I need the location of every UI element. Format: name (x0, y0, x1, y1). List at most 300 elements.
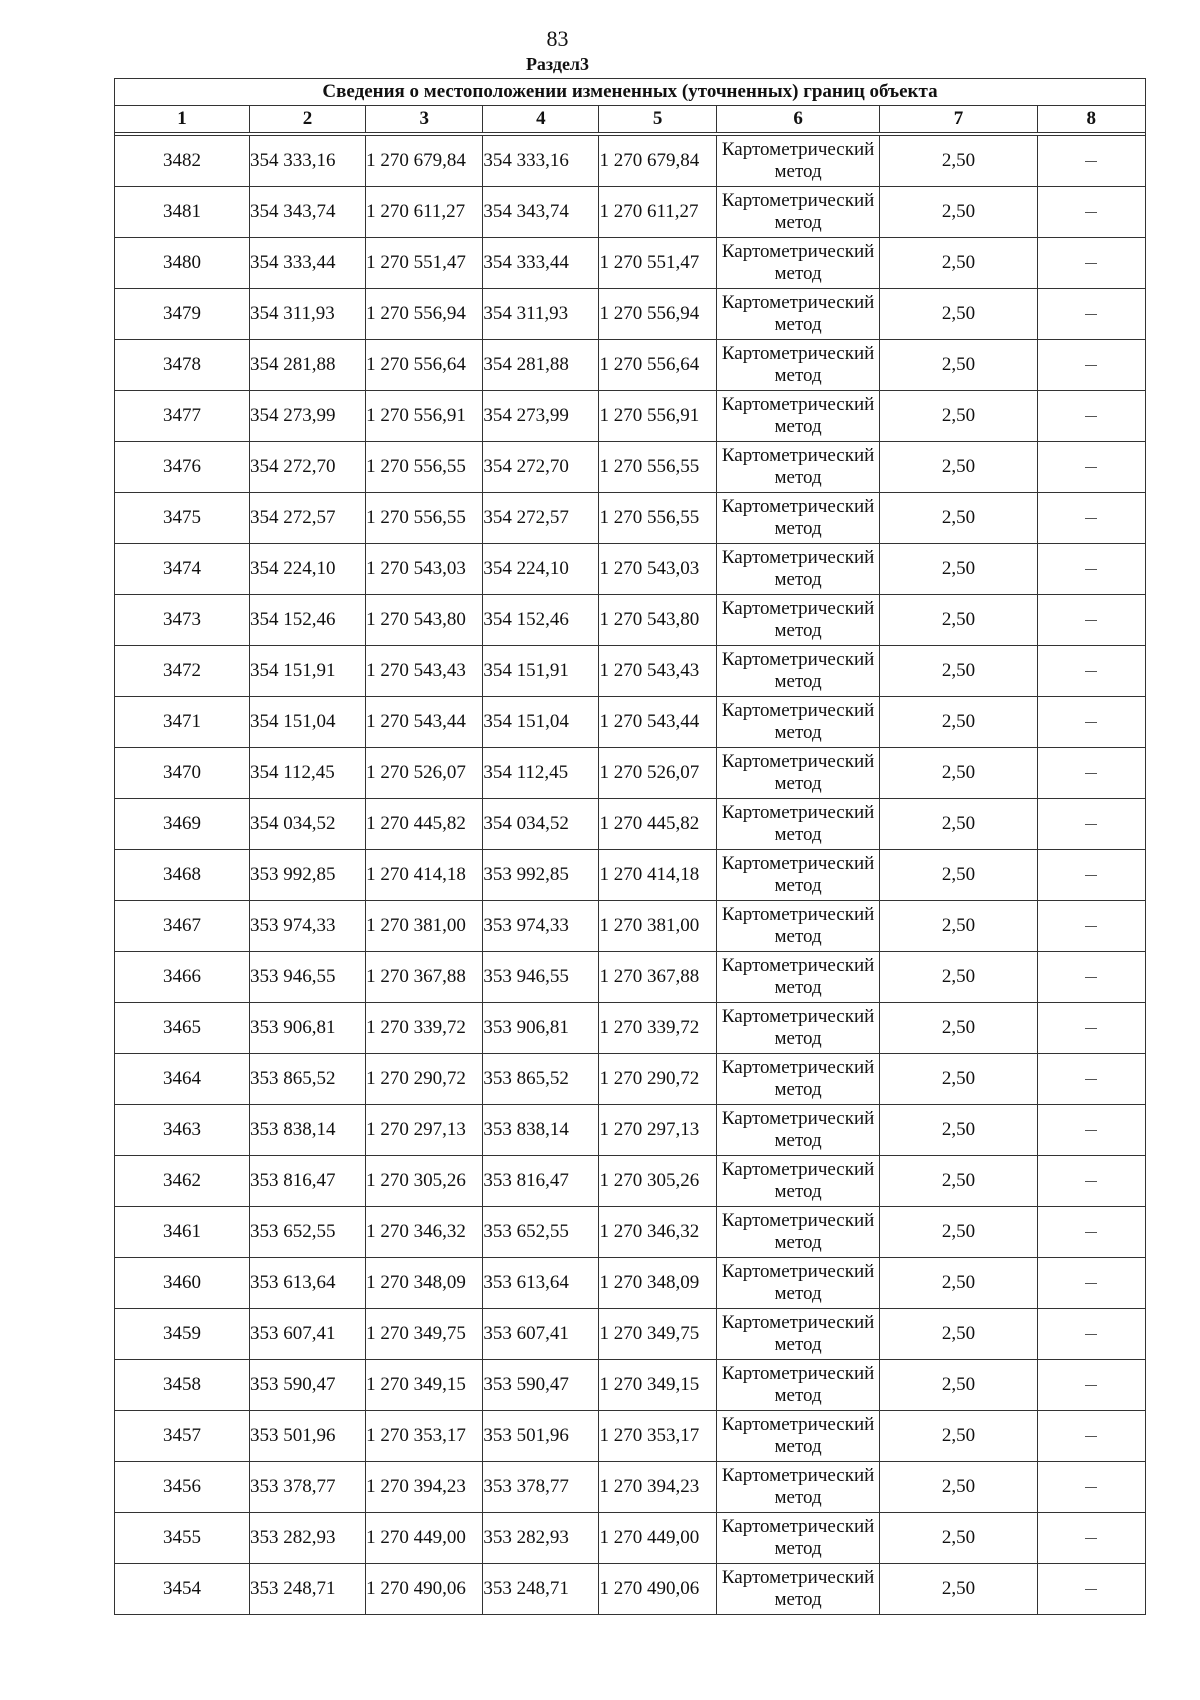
accuracy-cell: 2,50 (880, 1564, 1037, 1615)
y-coordinate-existing-cell: 1 270 305,26 (366, 1156, 483, 1207)
x-coordinate-refined-cell: 354 151,91 (483, 646, 599, 697)
column-header: 6 (716, 106, 880, 133)
point-number-cell: 3481 (115, 187, 250, 238)
method-cell: Картометрический метод (716, 1105, 880, 1156)
x-coordinate-existing-cell: 353 248,71 (249, 1564, 365, 1615)
table-row (115, 901, 1146, 952)
table-row (115, 1105, 1146, 1156)
table-row (115, 646, 1146, 697)
y-coordinate-refined-cell: 1 270 353,17 (599, 1411, 716, 1462)
method-cell: Картометрический метод (716, 1513, 880, 1564)
x-coordinate-existing-cell: 354 151,04 (249, 697, 365, 748)
x-coordinate-existing-cell: 354 343,74 (249, 187, 365, 238)
x-coordinate-existing-cell: 354 151,91 (249, 646, 365, 697)
y-coordinate-existing-cell: 1 270 556,94 (366, 289, 483, 340)
point-number-cell: 3470 (115, 748, 250, 799)
x-coordinate-refined-cell: 353 865,52 (483, 1054, 599, 1105)
y-coordinate-existing-cell: 1 270 490,06 (366, 1564, 483, 1615)
dash-mark (1085, 161, 1097, 162)
x-coordinate-refined-cell: 354 152,46 (483, 595, 599, 646)
x-coordinate-refined-cell: 354 112,45 (483, 748, 599, 799)
page-number: 83 (546, 26, 569, 51)
x-coordinate-refined-cell: 353 974,33 (483, 901, 599, 952)
description-cell (1037, 1411, 1145, 1462)
method-cell: Картометрический метод (716, 493, 880, 544)
method-cell: Картометрический метод (716, 850, 880, 901)
table-row (115, 1207, 1146, 1258)
description-cell (1037, 748, 1145, 799)
y-coordinate-refined-cell: 1 270 543,80 (599, 595, 716, 646)
x-coordinate-existing-cell: 354 272,70 (249, 442, 365, 493)
column-header: 2 (249, 106, 365, 133)
y-coordinate-refined-cell: 1 270 543,44 (599, 697, 716, 748)
dash-mark (1085, 314, 1097, 315)
y-coordinate-existing-cell: 1 270 290,72 (366, 1054, 483, 1105)
column-header: 4 (483, 106, 599, 133)
description-cell (1037, 697, 1145, 748)
description-cell (1037, 493, 1145, 544)
table-row (115, 748, 1146, 799)
y-coordinate-existing-cell: 1 270 367,88 (366, 952, 483, 1003)
point-number-cell: 3458 (115, 1360, 250, 1411)
y-coordinate-refined-cell: 1 270 346,32 (599, 1207, 716, 1258)
accuracy-cell: 2,50 (880, 1003, 1037, 1054)
point-number-cell: 3473 (115, 595, 250, 646)
y-coordinate-existing-cell: 1 270 349,15 (366, 1360, 483, 1411)
table-row (115, 340, 1146, 391)
y-coordinate-refined-cell: 1 270 556,94 (599, 289, 716, 340)
x-coordinate-refined-cell: 354 333,44 (483, 238, 599, 289)
x-coordinate-existing-cell: 354 333,44 (249, 238, 365, 289)
description-cell (1037, 646, 1145, 697)
y-coordinate-existing-cell: 1 270 349,75 (366, 1309, 483, 1360)
dash-mark (1085, 620, 1097, 621)
y-coordinate-existing-cell: 1 270 543,03 (366, 544, 483, 595)
y-coordinate-existing-cell: 1 270 449,00 (366, 1513, 483, 1564)
table-row (115, 1360, 1146, 1411)
column-header: 7 (880, 106, 1037, 133)
accuracy-cell: 2,50 (880, 544, 1037, 595)
method-cell: Картометрический метод (716, 136, 880, 187)
description-cell (1037, 1003, 1145, 1054)
accuracy-cell: 2,50 (880, 1360, 1037, 1411)
y-coordinate-existing-cell: 1 270 346,32 (366, 1207, 483, 1258)
y-coordinate-refined-cell: 1 270 679,84 (599, 136, 716, 187)
table-row (115, 289, 1146, 340)
point-number-cell: 3454 (115, 1564, 250, 1615)
y-coordinate-refined-cell: 1 270 339,72 (599, 1003, 716, 1054)
table-row (115, 1462, 1146, 1513)
table-row (115, 1309, 1146, 1360)
method-cell: Картометрический метод (716, 595, 880, 646)
method-cell: Картометрический метод (716, 340, 880, 391)
dash-mark (1085, 365, 1097, 366)
column-header: 1 (115, 106, 250, 133)
table-caption-row (115, 79, 1146, 106)
y-coordinate-refined-cell: 1 270 556,91 (599, 391, 716, 442)
dash-mark (1085, 263, 1097, 264)
x-coordinate-existing-cell: 353 816,47 (249, 1156, 365, 1207)
accuracy-cell: 2,50 (880, 1258, 1037, 1309)
method-cell: Картометрический метод (716, 952, 880, 1003)
y-coordinate-existing-cell: 1 270 339,72 (366, 1003, 483, 1054)
method-cell: Картометрический метод (716, 238, 880, 289)
dash-mark (1085, 518, 1097, 519)
y-coordinate-existing-cell: 1 270 543,44 (366, 697, 483, 748)
x-coordinate-refined-cell: 353 838,14 (483, 1105, 599, 1156)
x-coordinate-refined-cell: 353 652,55 (483, 1207, 599, 1258)
x-coordinate-existing-cell: 353 838,14 (249, 1105, 365, 1156)
description-cell (1037, 952, 1145, 1003)
y-coordinate-refined-cell: 1 270 556,55 (599, 493, 716, 544)
x-coordinate-existing-cell: 354 034,52 (249, 799, 365, 850)
point-number-cell: 3480 (115, 238, 250, 289)
x-coordinate-refined-cell: 353 501,96 (483, 1411, 599, 1462)
x-coordinate-refined-cell: 354 272,70 (483, 442, 599, 493)
x-coordinate-refined-cell: 353 946,55 (483, 952, 599, 1003)
point-number-cell: 3460 (115, 1258, 250, 1309)
point-number-cell: 3466 (115, 952, 250, 1003)
point-number-cell: 3456 (115, 1462, 250, 1513)
table-row (115, 493, 1146, 544)
y-coordinate-existing-cell: 1 270 611,27 (366, 187, 483, 238)
accuracy-cell: 2,50 (880, 850, 1037, 901)
x-coordinate-refined-cell: 353 906,81 (483, 1003, 599, 1054)
description-cell (1037, 901, 1145, 952)
point-number-cell: 3474 (115, 544, 250, 595)
point-number-cell: 3469 (115, 799, 250, 850)
method-cell: Картометрический метод (716, 1360, 880, 1411)
table-row (115, 1411, 1146, 1462)
dash-mark (1085, 1538, 1097, 1539)
y-coordinate-refined-cell: 1 270 543,43 (599, 646, 716, 697)
description-cell (1037, 1207, 1145, 1258)
x-coordinate-refined-cell: 354 333,16 (483, 136, 599, 187)
description-cell (1037, 850, 1145, 901)
point-number-cell: 3459 (115, 1309, 250, 1360)
table-row (115, 1054, 1146, 1105)
y-coordinate-existing-cell: 1 270 445,82 (366, 799, 483, 850)
y-coordinate-refined-cell: 1 270 348,09 (599, 1258, 716, 1309)
y-coordinate-existing-cell: 1 270 543,80 (366, 595, 483, 646)
description-cell (1037, 289, 1145, 340)
y-coordinate-existing-cell: 1 270 551,47 (366, 238, 483, 289)
y-coordinate-refined-cell: 1 270 556,64 (599, 340, 716, 391)
method-cell: Картометрический метод (716, 1054, 880, 1105)
y-coordinate-refined-cell: 1 270 414,18 (599, 850, 716, 901)
method-cell: Картометрический метод (716, 391, 880, 442)
dash-mark (1085, 1130, 1097, 1131)
point-number-cell: 3482 (115, 136, 250, 187)
method-cell: Картометрический метод (716, 187, 880, 238)
description-cell (1037, 1309, 1145, 1360)
dash-mark (1085, 671, 1097, 672)
y-coordinate-refined-cell: 1 270 556,55 (599, 442, 716, 493)
x-coordinate-existing-cell: 353 378,77 (249, 1462, 365, 1513)
y-coordinate-refined-cell: 1 270 543,03 (599, 544, 716, 595)
dash-mark (1085, 467, 1097, 468)
description-cell (1037, 1156, 1145, 1207)
description-cell (1037, 391, 1145, 442)
table-row (115, 1564, 1146, 1615)
x-coordinate-refined-cell: 353 613,64 (483, 1258, 599, 1309)
x-coordinate-existing-cell: 354 333,16 (249, 136, 365, 187)
y-coordinate-refined-cell: 1 270 305,26 (599, 1156, 716, 1207)
table-row (115, 544, 1146, 595)
x-coordinate-refined-cell: 354 034,52 (483, 799, 599, 850)
x-coordinate-refined-cell: 354 311,93 (483, 289, 599, 340)
method-cell: Картометрический метод (716, 748, 880, 799)
accuracy-cell: 2,50 (880, 289, 1037, 340)
x-coordinate-existing-cell: 353 652,55 (249, 1207, 365, 1258)
point-number-cell: 3468 (115, 850, 250, 901)
table-body (115, 136, 1146, 1615)
x-coordinate-refined-cell: 354 343,74 (483, 187, 599, 238)
description-cell (1037, 1462, 1145, 1513)
x-coordinate-refined-cell: 353 378,77 (483, 1462, 599, 1513)
table-caption: Сведения о местоположении измененных (уточненных) границ объекта (115, 79, 1146, 106)
column-header: 5 (599, 106, 716, 133)
x-coordinate-existing-cell: 353 607,41 (249, 1309, 365, 1360)
accuracy-cell: 2,50 (880, 442, 1037, 493)
table-row (115, 595, 1146, 646)
column-header: 3 (366, 106, 483, 133)
point-number-cell: 3479 (115, 289, 250, 340)
description-cell (1037, 1513, 1145, 1564)
accuracy-cell: 2,50 (880, 493, 1037, 544)
table-row (115, 1513, 1146, 1564)
x-coordinate-existing-cell: 354 224,10 (249, 544, 365, 595)
accuracy-cell: 2,50 (880, 187, 1037, 238)
table-row (115, 1258, 1146, 1309)
accuracy-cell: 2,50 (880, 901, 1037, 952)
method-cell: Картометрический метод (716, 1411, 880, 1462)
accuracy-cell: 2,50 (880, 1309, 1037, 1360)
dash-mark (1085, 977, 1097, 978)
point-number-cell: 3471 (115, 697, 250, 748)
description-cell (1037, 187, 1145, 238)
dash-mark (1085, 416, 1097, 417)
y-coordinate-refined-cell: 1 270 490,06 (599, 1564, 716, 1615)
dash-mark (1085, 773, 1097, 774)
point-number-cell: 3455 (115, 1513, 250, 1564)
x-coordinate-existing-cell: 353 992,85 (249, 850, 365, 901)
point-number-cell: 3462 (115, 1156, 250, 1207)
accuracy-cell: 2,50 (880, 1156, 1037, 1207)
description-cell (1037, 595, 1145, 646)
table-row (115, 1003, 1146, 1054)
method-cell: Картометрический метод (716, 799, 880, 850)
y-coordinate-refined-cell: 1 270 349,75 (599, 1309, 716, 1360)
accuracy-cell: 2,50 (880, 697, 1037, 748)
x-coordinate-existing-cell: 353 946,55 (249, 952, 365, 1003)
accuracy-cell: 2,50 (880, 1054, 1037, 1105)
y-coordinate-existing-cell: 1 270 394,23 (366, 1462, 483, 1513)
x-coordinate-existing-cell: 353 906,81 (249, 1003, 365, 1054)
accuracy-cell: 2,50 (880, 595, 1037, 646)
accuracy-cell: 2,50 (880, 391, 1037, 442)
x-coordinate-refined-cell: 353 590,47 (483, 1360, 599, 1411)
method-cell: Картометрический метод (716, 1258, 880, 1309)
table-row (115, 187, 1146, 238)
x-coordinate-existing-cell: 354 112,45 (249, 748, 365, 799)
accuracy-cell: 2,50 (880, 646, 1037, 697)
y-coordinate-existing-cell: 1 270 556,91 (366, 391, 483, 442)
dash-mark (1085, 1487, 1097, 1488)
accuracy-cell: 2,50 (880, 136, 1037, 187)
table-row (115, 238, 1146, 289)
y-coordinate-refined-cell: 1 270 394,23 (599, 1462, 716, 1513)
accuracy-cell: 2,50 (880, 1105, 1037, 1156)
y-coordinate-refined-cell: 1 270 551,47 (599, 238, 716, 289)
table-row (115, 391, 1146, 442)
y-coordinate-refined-cell: 1 270 297,13 (599, 1105, 716, 1156)
description-cell (1037, 1360, 1145, 1411)
dash-mark (1085, 1028, 1097, 1029)
accuracy-cell: 2,50 (880, 1207, 1037, 1258)
point-number-cell: 3461 (115, 1207, 250, 1258)
x-coordinate-refined-cell: 353 248,71 (483, 1564, 599, 1615)
point-number-cell: 3457 (115, 1411, 250, 1462)
x-coordinate-existing-cell: 353 974,33 (249, 901, 365, 952)
dash-mark (1085, 1232, 1097, 1233)
y-coordinate-refined-cell: 1 270 526,07 (599, 748, 716, 799)
y-coordinate-existing-cell: 1 270 679,84 (366, 136, 483, 187)
accuracy-cell: 2,50 (880, 1462, 1037, 1513)
y-coordinate-refined-cell: 1 270 367,88 (599, 952, 716, 1003)
point-number-cell: 3472 (115, 646, 250, 697)
point-number-cell: 3463 (115, 1105, 250, 1156)
accuracy-cell: 2,50 (880, 238, 1037, 289)
method-cell: Картометрический метод (716, 1462, 880, 1513)
boundary-coordinates-table (114, 78, 1146, 1615)
dash-mark (1085, 875, 1097, 876)
dash-mark (1085, 1079, 1097, 1080)
method-cell: Картометрический метод (716, 289, 880, 340)
point-number-cell: 3464 (115, 1054, 250, 1105)
x-coordinate-refined-cell: 354 272,57 (483, 493, 599, 544)
description-cell (1037, 1105, 1145, 1156)
y-coordinate-refined-cell: 1 270 611,27 (599, 187, 716, 238)
table-row (115, 799, 1146, 850)
description-cell (1037, 340, 1145, 391)
table-row (115, 850, 1146, 901)
column-number-row (115, 106, 1146, 133)
x-coordinate-refined-cell: 354 281,88 (483, 340, 599, 391)
method-cell: Картометрический метод (716, 1003, 880, 1054)
dash-mark (1085, 1334, 1097, 1335)
y-coordinate-existing-cell: 1 270 348,09 (366, 1258, 483, 1309)
dash-mark (1085, 824, 1097, 825)
accuracy-cell: 2,50 (880, 1411, 1037, 1462)
x-coordinate-existing-cell: 354 273,99 (249, 391, 365, 442)
y-coordinate-refined-cell: 1 270 449,00 (599, 1513, 716, 1564)
x-coordinate-existing-cell: 353 282,93 (249, 1513, 365, 1564)
x-coordinate-existing-cell: 354 152,46 (249, 595, 365, 646)
point-number-cell: 3475 (115, 493, 250, 544)
accuracy-cell: 2,50 (880, 340, 1037, 391)
y-coordinate-refined-cell: 1 270 290,72 (599, 1054, 716, 1105)
accuracy-cell: 2,50 (880, 748, 1037, 799)
description-cell (1037, 1054, 1145, 1105)
x-coordinate-existing-cell: 353 501,96 (249, 1411, 365, 1462)
y-coordinate-refined-cell: 1 270 445,82 (599, 799, 716, 850)
dash-mark (1085, 212, 1097, 213)
y-coordinate-existing-cell: 1 270 556,64 (366, 340, 483, 391)
section-title: Раздел3 (525, 54, 590, 74)
accuracy-cell: 2,50 (880, 1513, 1037, 1564)
method-cell: Картометрический метод (716, 901, 880, 952)
dash-mark (1085, 1385, 1097, 1386)
method-cell: Картометрический метод (716, 646, 880, 697)
x-coordinate-existing-cell: 353 865,52 (249, 1054, 365, 1105)
point-number-cell: 3478 (115, 340, 250, 391)
description-cell (1037, 442, 1145, 493)
y-coordinate-existing-cell: 1 270 556,55 (366, 493, 483, 544)
y-coordinate-existing-cell: 1 270 556,55 (366, 442, 483, 493)
table-row (115, 136, 1146, 187)
y-coordinate-refined-cell: 1 270 349,15 (599, 1360, 716, 1411)
dash-mark (1085, 1589, 1097, 1590)
dash-mark (1085, 926, 1097, 927)
table-row (115, 952, 1146, 1003)
x-coordinate-refined-cell: 354 151,04 (483, 697, 599, 748)
point-number-cell: 3465 (115, 1003, 250, 1054)
x-coordinate-refined-cell: 354 224,10 (483, 544, 599, 595)
description-cell (1037, 799, 1145, 850)
y-coordinate-existing-cell: 1 270 543,43 (366, 646, 483, 697)
y-coordinate-existing-cell: 1 270 526,07 (366, 748, 483, 799)
y-coordinate-refined-cell: 1 270 381,00 (599, 901, 716, 952)
x-coordinate-refined-cell: 353 992,85 (483, 850, 599, 901)
method-cell: Картометрический метод (716, 1309, 880, 1360)
point-number-cell: 3476 (115, 442, 250, 493)
y-coordinate-existing-cell: 1 270 297,13 (366, 1105, 483, 1156)
x-coordinate-refined-cell: 353 282,93 (483, 1513, 599, 1564)
method-cell: Картометрический метод (716, 1207, 880, 1258)
y-coordinate-existing-cell: 1 270 381,00 (366, 901, 483, 952)
x-coordinate-refined-cell: 354 273,99 (483, 391, 599, 442)
method-cell: Картометрический метод (716, 697, 880, 748)
x-coordinate-existing-cell: 353 613,64 (249, 1258, 365, 1309)
column-header: 8 (1037, 106, 1145, 133)
y-coordinate-existing-cell: 1 270 353,17 (366, 1411, 483, 1462)
table-row (115, 697, 1146, 748)
description-cell (1037, 238, 1145, 289)
accuracy-cell: 2,50 (880, 799, 1037, 850)
method-cell: Картометрический метод (716, 1564, 880, 1615)
point-number-cell: 3467 (115, 901, 250, 952)
description-cell (1037, 136, 1145, 187)
description-cell (1037, 1564, 1145, 1615)
method-cell: Картометрический метод (716, 544, 880, 595)
dash-mark (1085, 569, 1097, 570)
x-coordinate-existing-cell: 354 272,57 (249, 493, 365, 544)
dash-mark (1085, 722, 1097, 723)
point-number-cell: 3477 (115, 391, 250, 442)
x-coordinate-existing-cell: 354 281,88 (249, 340, 365, 391)
x-coordinate-existing-cell: 353 590,47 (249, 1360, 365, 1411)
dash-mark (1085, 1181, 1097, 1182)
x-coordinate-existing-cell: 354 311,93 (249, 289, 365, 340)
method-cell: Картометрический метод (716, 1156, 880, 1207)
y-coordinate-existing-cell: 1 270 414,18 (366, 850, 483, 901)
accuracy-cell: 2,50 (880, 952, 1037, 1003)
description-cell (1037, 1258, 1145, 1309)
dash-mark (1085, 1283, 1097, 1284)
x-coordinate-refined-cell: 353 607,41 (483, 1309, 599, 1360)
method-cell: Картометрический метод (716, 442, 880, 493)
